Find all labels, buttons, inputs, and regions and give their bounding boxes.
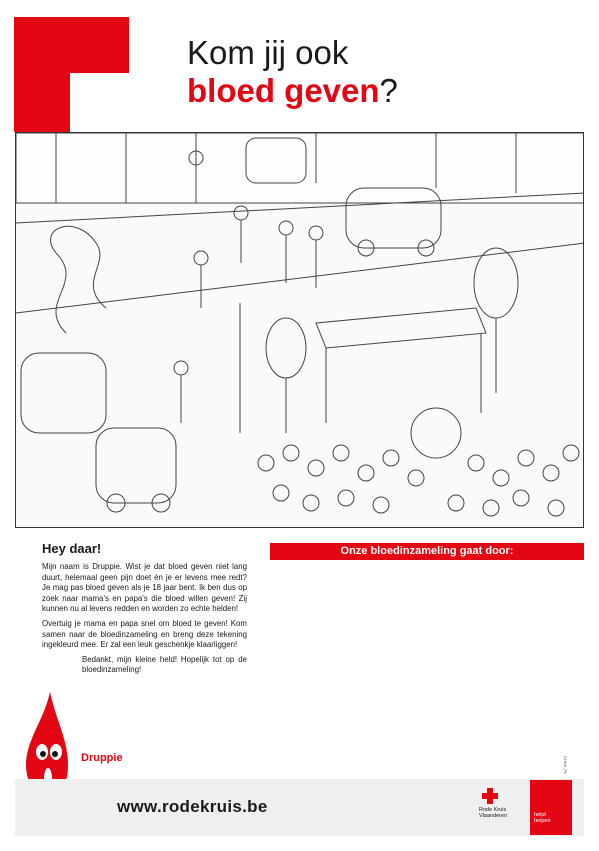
website-link[interactable]: www.rodekruis.be [117,797,268,816]
corner-red-block-vertical [14,17,70,132]
intro-paragraph: Overtuig je mama en papa snel om bloed te geven! Kom samen naar de bloedinzameling en breng deze tekening ingekleurd mee. Er zal een leuk geschenkje klaarliggen! [42,618,247,650]
slogan-line1: helpt [534,812,546,818]
intro-paragraph: Mijn naam is Druppie. Wist je dat bloed geven niet lang duurt, helemaal geen pijn doet én je er levens mee redt? Je mag pas bloed geven als je 18 jaar bent. Ik ben dus op zoek naar mama's en papa's die bloed willen geven! Zij kunnen nu al levens redden en worden zo echte helden! [42,562,247,614]
org-name-line1: Rode Kruis [479,807,507,813]
intro-paragraph: Bedankt, mijn kleine held! Hopelijk tot op de bloedinzameling! [82,654,247,675]
slogan-block [530,780,572,835]
street-scene-drawing [16,133,584,528]
rode-kruis-logo [479,788,525,819]
title-line1: Kom jij ook [187,34,349,71]
collection-banner: Onze bloedinzameling gaat door: [270,543,584,560]
title-line2 [187,72,398,110]
rode-kruis-text [479,807,525,819]
intro-heading: Hey daar! [42,541,102,556]
signature-druppie: Druppie [81,752,123,764]
title-highlight: bloed geven [187,72,380,109]
org-name-line2: Vlaanderen [479,813,508,819]
page-title [187,34,398,110]
slogan-line2: helpen [534,818,551,824]
red-cross-icon [482,788,498,804]
coloring-illustration [15,132,584,528]
title-question-mark: ? [379,72,398,109]
print-code: 21600_PL [563,756,568,775]
intro-body [42,562,247,680]
